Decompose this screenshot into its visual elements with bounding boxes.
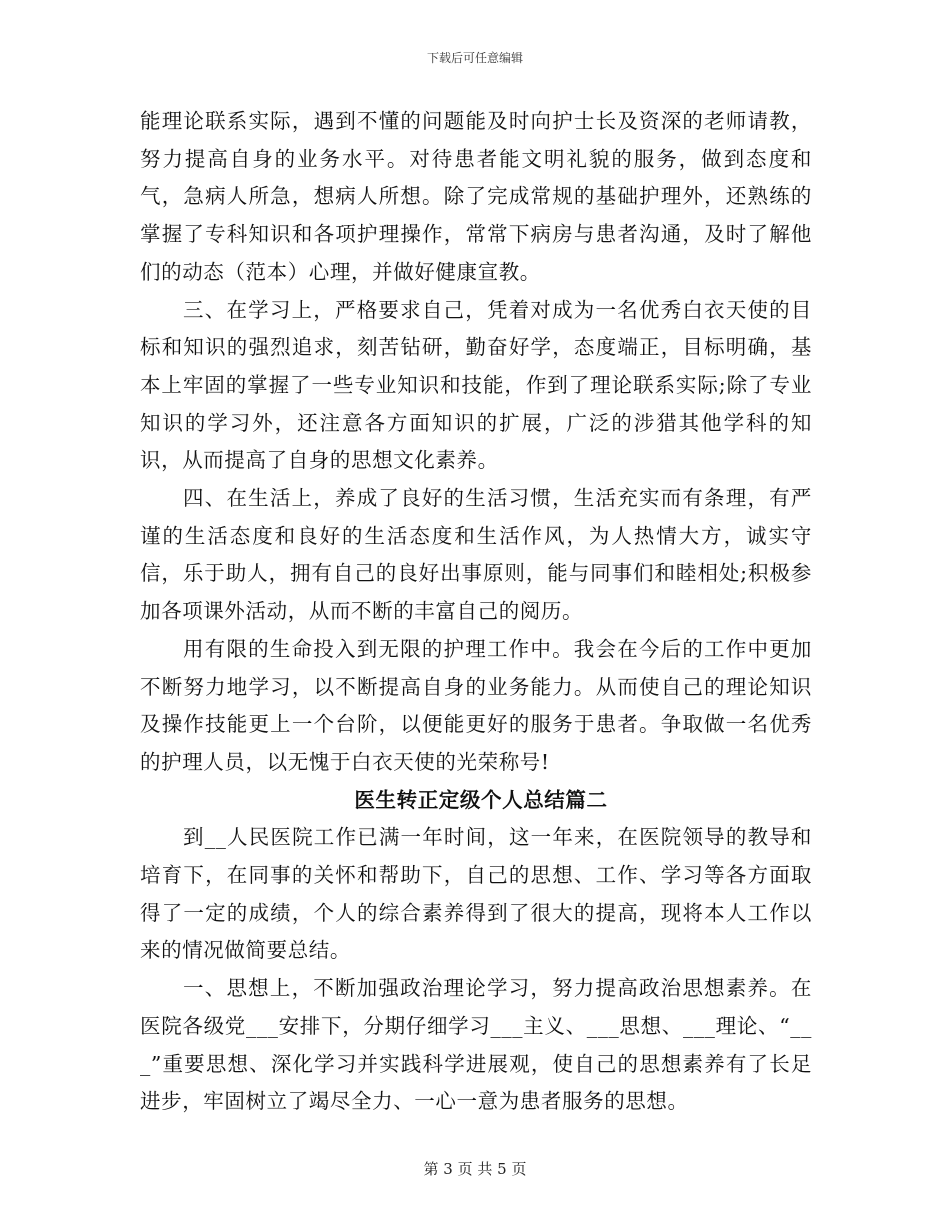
body-paragraph-study: 三、在学习上，严格要求自己，凭着对成为一名优秀白衣天使的目标和知识的强烈追求，刻苦钻研，勤奋好学，态度端正，目标明确，基本上牢固的掌握了一些专业知识和技能，作到了理论联系实际;除了专业知识的学习外，还注意各方面知识的扩展，广泛的涉猎其他学科的知识，从而提高了自身的思想文化素养。 <box>140 297 812 473</box>
page-header: 下载后可任意编辑 <box>426 51 523 65</box>
section-paragraph-thought: 一、思想上，不断加强政治理论学习，努力提高政治思想素养。在医院各级党___安排下，分期仔细学习___主义、___思想、___理论、“___”重要思想、深化学习并实践科学进展观，使自己的思想素养有了长足进步，牢固树立了竭尽全力、一心一意为患者服务的思想。 <box>140 976 812 1114</box>
page-number: 第 3 页 共 5 页 <box>423 1160 527 1178</box>
body-paragraph-life: 四、在生活上，养成了良好的生活习惯，生活充实而有条理，有严谨的生活态度和良好的生活态度和生活作风，为人热情大方，诚实守信，乐于助人，拥有自己的良好出事原则，能与同事们和睦相处;积极参加各项课外活动，从而不断的丰富自己的阅历。 <box>140 486 812 624</box>
document-body <box>140 103 812 1121</box>
section-paragraph-intro: 到__人民医院工作已满一年时间，这一年来，在医院领导的教导和培育下，在同事的关怀和帮助下，自己的思想、工作、学习等各方面取得了一定的成绩，个人的综合素养得到了很大的提高，现将本人工作以来的情况做简要总结。 <box>140 825 812 963</box>
body-paragraph-closing: 用有限的生命投入到无限的护理工作中。我会在今后的工作中更加不断努力地学习，以不断提高自身的业务能力。从而使自己的理论知识及操作技能更上一个台阶，以便能更好的服务于患者。争取做一名优秀的护理人员，以无愧于白衣天使的光荣称号! <box>140 636 812 774</box>
body-paragraph-continued: 能理论联系实际，遇到不懂的问题能及时向护士长及资深的老师请教，努力提高自身的业务水平。对待患者能文明礼貌的服务，做到态度和气，急病人所急，想病人所想。除了完成常规的基础护理外，还熟练的掌握了专科知识和各项护理操作，常常下病房与患者沟通，及时了解他们的动态（范本）心理，并做好健康宣教。 <box>140 109 812 284</box>
section-title: 医生转正定级个人总结篇二 <box>354 787 608 812</box>
